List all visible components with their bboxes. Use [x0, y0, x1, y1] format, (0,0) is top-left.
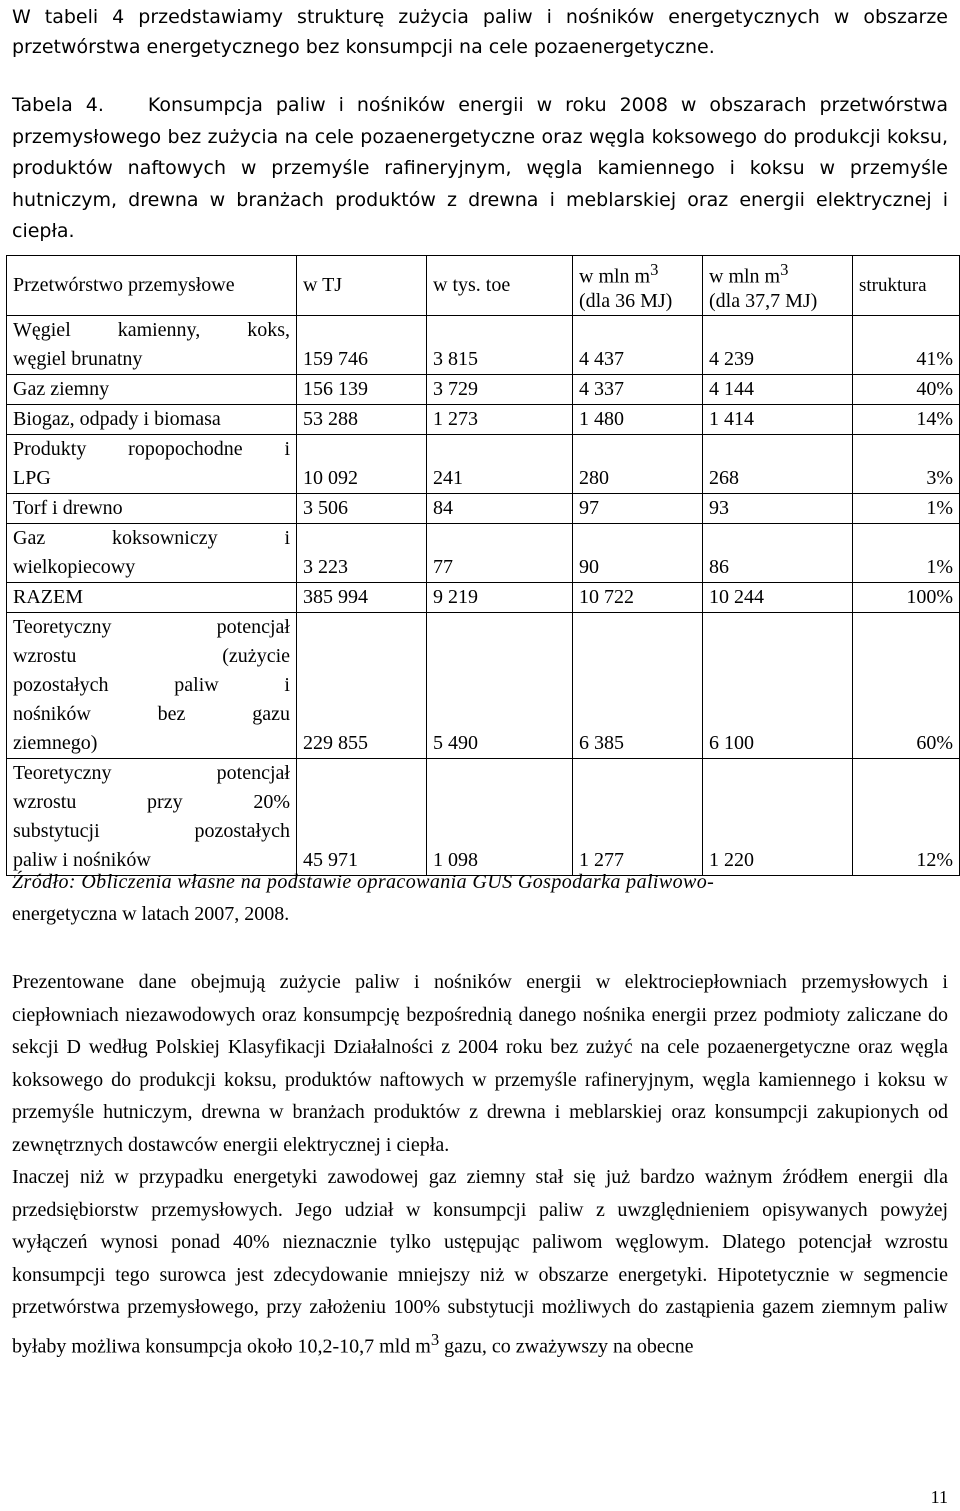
cell-toe: 5 490 [427, 613, 573, 759]
cell-tj: 3 506 [297, 494, 427, 524]
table-caption [12, 90, 948, 248]
row-label-line: wielkopiecowy [13, 556, 136, 578]
cell-tj: 229 855 [297, 613, 427, 759]
paragraph-1: Prezentowane dane obejmują zużycie paliw i nośników energii w elektrociepłowniach przemysłowych i ciepłowniach niezawodowych oraz konsumpcję bezpośrednią danego nośnika energii przez podmioty zaliczane do sekcji D według Polskiej Klasyfikacji Działalności z 2004 roku bez zużyć na cele pozaenergetyczne oraz węgla koksowego do produkcji koksu, produktów naftowych w przemyśle rafineryjnym, węgla kamiennego i koksu w przemyśle hutniczym, drewna w branżach produktów z drewna i meblarskiej oraz konsumpcji zakupionych od zewnętrznych dostawców energii elektrycznej i ciepła. [12, 971, 948, 1156]
header-przetworstwo: Przetwórstwo przemysłowe [7, 256, 297, 316]
header-toe: w tys. toe [427, 256, 573, 316]
cell-toe: 1 098 [427, 759, 573, 876]
row-label-line: Teoretyczny potencjał [13, 762, 290, 784]
cell-mln-m3-377: 86 [703, 524, 853, 583]
cell-tj: 53 288 [297, 405, 427, 435]
row-label [7, 375, 297, 405]
cell-mln-m3-377: 4 144 [703, 375, 853, 405]
table-row [7, 524, 960, 583]
table-row [7, 405, 960, 435]
row-label-line: paliw i nośników [13, 849, 151, 871]
body-text [12, 966, 948, 1363]
cell-tj: 385 994 [297, 583, 427, 613]
header-mln-m3-377-sup: 3 [780, 260, 789, 280]
cell-struktura: 1% [853, 524, 960, 583]
row-label-line: substytucji pozostałych [13, 820, 290, 842]
cell-struktura: 1% [853, 494, 960, 524]
table-body [7, 316, 960, 876]
cell-tj: 156 139 [297, 375, 427, 405]
row-label-line: LPG [13, 467, 51, 489]
table-caption-label: Tabela 4. [12, 94, 104, 116]
table-row [7, 494, 960, 524]
cell-mln-m3-36: 1 480 [573, 405, 703, 435]
row-label [7, 524, 297, 583]
table-row [7, 375, 960, 405]
paragraph-2-main: Inaczej niż w przypadku energetyki zawodowej gaz ziemny stał się już bardzo ważnym źródłem energii dla przedsiębiorstw przemysłowych. Jego udział w konsumpcji paliw z uwzględnieniem opisywanych powyżej wyłączeń wynosi ponad 40% nieznacznie tylko ustępując paliwom węglowym. Dlatego potencjał wzrostu konsumpcji tego surowca jest zdecydowanie mniejszy niż w obszarze energetyki. Hipotetycznie w segmencie przetwórstwa przemysłowego, przy założeniu 100% substytucji możliwych do zastąpienia gazem ziemnym paliw byłaby możliwa konsumpcja około 10,2-10,7 mld m [12, 1166, 948, 1358]
cell-struktura: 40% [853, 375, 960, 405]
cell-mln-m3-377: 10 244 [703, 583, 853, 613]
row-label [7, 613, 297, 759]
row-label-line: pozostałych paliw i [13, 674, 290, 696]
table-row [7, 613, 960, 759]
table-row [7, 316, 960, 375]
table-source-rest: energetyczna w latach 2007, 2008. [12, 903, 290, 925]
cell-struktura: 12% [853, 759, 960, 876]
cell-tj: 159 746 [297, 316, 427, 375]
cell-mln-m3-36: 97 [573, 494, 703, 524]
cell-toe: 241 [427, 435, 573, 494]
row-label-line: Gaz koksowniczy i [13, 527, 290, 549]
cell-struktura: 3% [853, 435, 960, 494]
page-number: 11 [930, 1487, 948, 1507]
cell-tj: 45 971 [297, 759, 427, 876]
cell-toe: 1 273 [427, 405, 573, 435]
row-label [7, 316, 297, 375]
cell-struktura: 41% [853, 316, 960, 375]
row-label-line: Teoretyczny potencjał [13, 616, 290, 638]
row-label-line: RAZEM [13, 586, 83, 608]
header-mln-m3-377-note: (dla 37,7 MJ) [709, 289, 818, 312]
row-label [7, 405, 297, 435]
paragraph-2 [12, 1161, 948, 1363]
cell-mln-m3-36: 280 [573, 435, 703, 494]
cell-tj: 3 223 [297, 524, 427, 583]
paragraph-2-sup: 3 [430, 1329, 440, 1349]
cell-mln-m3-377: 1 220 [703, 759, 853, 876]
cell-mln-m3-377: 1 414 [703, 405, 853, 435]
row-label-line: ziemnego) [13, 732, 98, 754]
cell-mln-m3-377: 6 100 [703, 613, 853, 759]
cell-toe: 84 [427, 494, 573, 524]
cell-toe: 3 729 [427, 375, 573, 405]
header-mln-m3-36 [573, 256, 703, 316]
cell-mln-m3-36: 4 437 [573, 316, 703, 375]
cell-mln-m3-36: 90 [573, 524, 703, 583]
header-mln-m3-377 [703, 256, 853, 316]
cell-mln-m3-36: 1 277 [573, 759, 703, 876]
row-label-line: Węgiel kamienny, koks, [13, 319, 290, 341]
cell-struktura: 100% [853, 583, 960, 613]
fuel-consumption-table [6, 255, 960, 876]
row-label [7, 435, 297, 494]
cell-toe: 77 [427, 524, 573, 583]
row-label [7, 583, 297, 613]
header-mln-m3-377-unit: w mln m [709, 265, 781, 288]
cell-struktura: 14% [853, 405, 960, 435]
row-label [7, 759, 297, 876]
table-row [7, 583, 960, 613]
row-label-line: węgiel brunatny [13, 348, 143, 370]
row-label-line: Gaz ziemny [13, 378, 110, 400]
table-row [7, 759, 960, 876]
cell-mln-m3-377: 93 [703, 494, 853, 524]
table-source-italic: Źródło: Obliczenia własne na podstawie opracowania GUS Gospodarka paliwowo- [12, 871, 715, 893]
header-mln-m3-36-sup: 3 [650, 260, 659, 280]
cell-tj: 10 092 [297, 435, 427, 494]
cell-struktura: 60% [853, 613, 960, 759]
row-label-line: Produkty ropopochodne i [13, 438, 290, 460]
paragraph-2-tail: gazu, co zważywszy na obecne [439, 1335, 694, 1358]
cell-mln-m3-36: 4 337 [573, 375, 703, 405]
table-row [7, 435, 960, 494]
header-tj: w TJ [297, 256, 427, 316]
row-label-line: Biogaz, odpady i biomasa [13, 408, 221, 430]
row-label-line: Torf i drewno [13, 497, 123, 519]
table-source [12, 866, 948, 930]
cell-toe: 9 219 [427, 583, 573, 613]
row-label-line: wzrostu (zużycie [13, 645, 290, 667]
table-caption-text: Konsumpcja paliw i nośników energii w roku 2008 w obszarach przetwórstwa przemysłowego bez zużycia na cele pozaenergetyczne oraz węgla koksowego do produkcji koksu, produktów naftowych w przemyśle rafineryjnym, węgla kamiennego i koksu w przemyśle hutniczym, drewna w branżach produktów z drewna i meblarskiej oraz energii elektrycznej i ciepła. [12, 94, 948, 242]
table-header-row [7, 256, 960, 316]
cell-mln-m3-36: 6 385 [573, 613, 703, 759]
row-label-line: nośników bez gazu [13, 703, 290, 725]
header-mln-m3-36-unit: w mln m [579, 265, 651, 288]
header-struktura: struktura [853, 256, 960, 316]
header-mln-m3-36-note: (dla 36 MJ) [579, 289, 673, 312]
cell-mln-m3-377: 268 [703, 435, 853, 494]
row-label [7, 494, 297, 524]
cell-mln-m3-36: 10 722 [573, 583, 703, 613]
cell-mln-m3-377: 4 239 [703, 316, 853, 375]
row-label-line: wzrostu przy 20% [13, 791, 290, 813]
intro-paragraph: W tabeli 4 przedstawiamy strukturę zużycia paliw i nośników energetycznych w obszarze przetwórstwa energetycznego bez konsumpcji na cele pozaenergetyczne. [12, 6, 948, 58]
cell-toe: 3 815 [427, 316, 573, 375]
